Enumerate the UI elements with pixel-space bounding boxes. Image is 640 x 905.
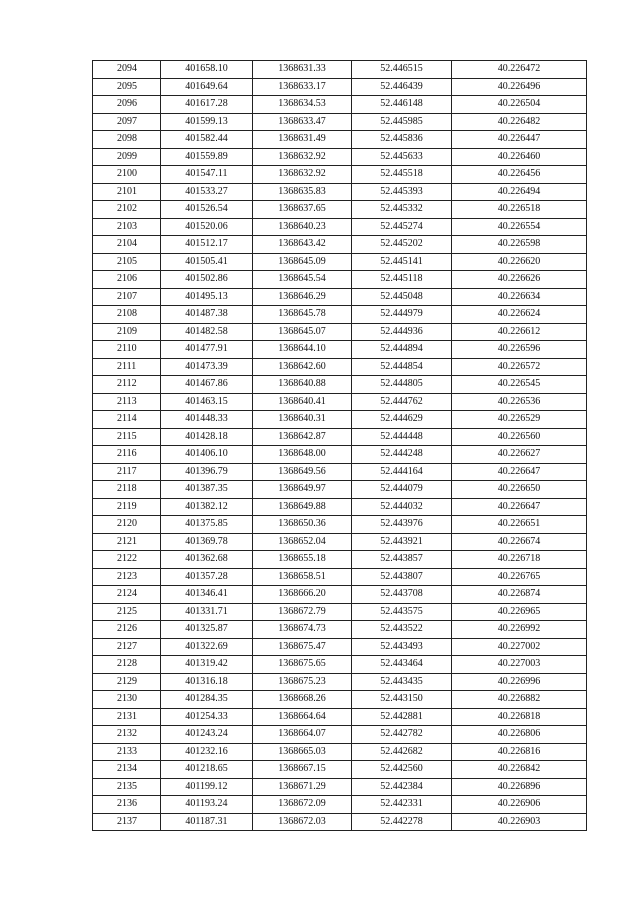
x-coordinate-cell: 401512.17 xyxy=(161,236,253,254)
longitude-cell: 52.443464 xyxy=(352,656,452,674)
y-coordinate-cell: 1368649.97 xyxy=(253,481,352,499)
x-coordinate-cell: 401375.85 xyxy=(161,516,253,534)
longitude-cell: 52.443575 xyxy=(352,603,452,621)
x-coordinate-cell: 401599.13 xyxy=(161,113,253,131)
x-coordinate-cell: 401582.44 xyxy=(161,131,253,149)
table-row xyxy=(93,393,587,411)
table-row xyxy=(93,253,587,271)
longitude-cell: 52.444032 xyxy=(352,498,452,516)
point-number-cell: 2102 xyxy=(93,201,161,219)
x-coordinate-cell: 401396.79 xyxy=(161,463,253,481)
point-number-cell: 2117 xyxy=(93,463,161,481)
latitude-cell: 40.226572 xyxy=(452,358,587,376)
latitude-cell: 40.226842 xyxy=(452,761,587,779)
longitude-cell: 52.445836 xyxy=(352,131,452,149)
table-row xyxy=(93,288,587,306)
point-number-cell: 2129 xyxy=(93,673,161,691)
y-coordinate-cell: 1368633.17 xyxy=(253,78,352,96)
latitude-cell: 40.226627 xyxy=(452,446,587,464)
latitude-cell: 40.226674 xyxy=(452,533,587,551)
table-row xyxy=(93,323,587,341)
y-coordinate-cell: 1368664.07 xyxy=(253,726,352,744)
longitude-cell: 52.442881 xyxy=(352,708,452,726)
x-coordinate-cell: 401649.64 xyxy=(161,78,253,96)
longitude-cell: 52.442331 xyxy=(352,796,452,814)
longitude-cell: 52.444079 xyxy=(352,481,452,499)
longitude-cell: 52.443921 xyxy=(352,533,452,551)
y-coordinate-cell: 1368674.73 xyxy=(253,621,352,639)
longitude-cell: 52.443493 xyxy=(352,638,452,656)
y-coordinate-cell: 1368642.60 xyxy=(253,358,352,376)
latitude-cell: 40.226996 xyxy=(452,673,587,691)
y-coordinate-cell: 1368640.31 xyxy=(253,411,352,429)
latitude-cell: 40.226818 xyxy=(452,708,587,726)
point-number-cell: 2122 xyxy=(93,551,161,569)
point-number-cell: 2132 xyxy=(93,726,161,744)
longitude-cell: 52.445048 xyxy=(352,288,452,306)
longitude-cell: 52.445141 xyxy=(352,253,452,271)
longitude-cell: 52.442682 xyxy=(352,743,452,761)
table-row xyxy=(93,201,587,219)
table-row xyxy=(93,533,587,551)
x-coordinate-cell: 401463.15 xyxy=(161,393,253,411)
y-coordinate-cell: 1368645.78 xyxy=(253,306,352,324)
y-coordinate-cell: 1368637.65 xyxy=(253,201,352,219)
longitude-cell: 52.444979 xyxy=(352,306,452,324)
table-row xyxy=(93,148,587,166)
table-row xyxy=(93,778,587,796)
y-coordinate-cell: 1368645.54 xyxy=(253,271,352,289)
x-coordinate-cell: 401284.35 xyxy=(161,691,253,709)
y-coordinate-cell: 1368633.47 xyxy=(253,113,352,131)
point-number-cell: 2104 xyxy=(93,236,161,254)
y-coordinate-cell: 1368675.47 xyxy=(253,638,352,656)
x-coordinate-cell: 401547.11 xyxy=(161,166,253,184)
y-coordinate-cell: 1368631.33 xyxy=(253,61,352,79)
point-number-cell: 2113 xyxy=(93,393,161,411)
y-coordinate-cell: 1368666.20 xyxy=(253,586,352,604)
latitude-cell: 40.226647 xyxy=(452,498,587,516)
y-coordinate-cell: 1368631.49 xyxy=(253,131,352,149)
longitude-cell: 52.445393 xyxy=(352,183,452,201)
y-coordinate-cell: 1368640.41 xyxy=(253,393,352,411)
x-coordinate-cell: 401448.33 xyxy=(161,411,253,429)
table-row xyxy=(93,586,587,604)
longitude-cell: 52.445332 xyxy=(352,201,452,219)
y-coordinate-cell: 1368642.87 xyxy=(253,428,352,446)
point-number-cell: 2100 xyxy=(93,166,161,184)
table-row xyxy=(93,96,587,114)
point-number-cell: 2135 xyxy=(93,778,161,796)
point-number-cell: 2101 xyxy=(93,183,161,201)
latitude-cell: 40.226598 xyxy=(452,236,587,254)
x-coordinate-cell: 401362.68 xyxy=(161,551,253,569)
longitude-cell: 52.444894 xyxy=(352,341,452,359)
table-row xyxy=(93,131,587,149)
latitude-cell: 40.226472 xyxy=(452,61,587,79)
table-row xyxy=(93,656,587,674)
longitude-cell: 52.446515 xyxy=(352,61,452,79)
latitude-cell: 40.226596 xyxy=(452,341,587,359)
x-coordinate-cell: 401357.28 xyxy=(161,568,253,586)
table-row xyxy=(93,376,587,394)
point-number-cell: 2099 xyxy=(93,148,161,166)
latitude-cell: 40.226896 xyxy=(452,778,587,796)
x-coordinate-cell: 401319.42 xyxy=(161,656,253,674)
table-row xyxy=(93,708,587,726)
longitude-cell: 52.443807 xyxy=(352,568,452,586)
coordinates-table xyxy=(92,60,587,831)
longitude-cell: 52.443522 xyxy=(352,621,452,639)
latitude-cell: 40.226718 xyxy=(452,551,587,569)
longitude-cell: 52.444248 xyxy=(352,446,452,464)
table-row xyxy=(93,481,587,499)
latitude-cell: 40.226903 xyxy=(452,813,587,831)
y-coordinate-cell: 1368643.42 xyxy=(253,236,352,254)
latitude-cell: 40.226816 xyxy=(452,743,587,761)
table-row xyxy=(93,218,587,236)
table-row xyxy=(93,183,587,201)
latitude-cell: 40.226554 xyxy=(452,218,587,236)
latitude-cell: 40.226612 xyxy=(452,323,587,341)
latitude-cell: 40.226624 xyxy=(452,306,587,324)
latitude-cell: 40.226651 xyxy=(452,516,587,534)
y-coordinate-cell: 1368646.29 xyxy=(253,288,352,306)
y-coordinate-cell: 1368640.88 xyxy=(253,376,352,394)
x-coordinate-cell: 401346.41 xyxy=(161,586,253,604)
latitude-cell: 40.226460 xyxy=(452,148,587,166)
x-coordinate-cell: 401193.24 xyxy=(161,796,253,814)
x-coordinate-cell: 401487.38 xyxy=(161,306,253,324)
longitude-cell: 52.442782 xyxy=(352,726,452,744)
table-row xyxy=(93,166,587,184)
latitude-cell: 40.226545 xyxy=(452,376,587,394)
y-coordinate-cell: 1368664.64 xyxy=(253,708,352,726)
latitude-cell: 40.226874 xyxy=(452,586,587,604)
table-row xyxy=(93,761,587,779)
latitude-cell: 40.226992 xyxy=(452,621,587,639)
point-number-cell: 2114 xyxy=(93,411,161,429)
longitude-cell: 52.444164 xyxy=(352,463,452,481)
table-row xyxy=(93,551,587,569)
latitude-cell: 40.226456 xyxy=(452,166,587,184)
table-row xyxy=(93,603,587,621)
table-row xyxy=(93,691,587,709)
point-number-cell: 2109 xyxy=(93,323,161,341)
y-coordinate-cell: 1368655.18 xyxy=(253,551,352,569)
y-coordinate-cell: 1368672.09 xyxy=(253,796,352,814)
point-number-cell: 2096 xyxy=(93,96,161,114)
table-row xyxy=(93,271,587,289)
x-coordinate-cell: 401505.41 xyxy=(161,253,253,271)
longitude-cell: 52.444448 xyxy=(352,428,452,446)
latitude-cell: 40.226494 xyxy=(452,183,587,201)
latitude-cell: 40.226906 xyxy=(452,796,587,814)
x-coordinate-cell: 401325.87 xyxy=(161,621,253,639)
table-row xyxy=(93,358,587,376)
x-coordinate-cell: 401382.12 xyxy=(161,498,253,516)
longitude-cell: 52.443976 xyxy=(352,516,452,534)
longitude-cell: 52.443857 xyxy=(352,551,452,569)
point-number-cell: 2112 xyxy=(93,376,161,394)
y-coordinate-cell: 1368667.15 xyxy=(253,761,352,779)
table-row xyxy=(93,638,587,656)
longitude-cell: 52.442278 xyxy=(352,813,452,831)
x-coordinate-cell: 401218.65 xyxy=(161,761,253,779)
point-number-cell: 2120 xyxy=(93,516,161,534)
latitude-cell: 40.226882 xyxy=(452,691,587,709)
y-coordinate-cell: 1368632.92 xyxy=(253,148,352,166)
longitude-cell: 52.444629 xyxy=(352,411,452,429)
longitude-cell: 52.443435 xyxy=(352,673,452,691)
x-coordinate-cell: 401369.78 xyxy=(161,533,253,551)
point-number-cell: 2124 xyxy=(93,586,161,604)
latitude-cell: 40.226765 xyxy=(452,568,587,586)
y-coordinate-cell: 1368634.53 xyxy=(253,96,352,114)
table-row xyxy=(93,621,587,639)
longitude-cell: 52.445985 xyxy=(352,113,452,131)
point-number-cell: 2116 xyxy=(93,446,161,464)
point-number-cell: 2137 xyxy=(93,813,161,831)
point-number-cell: 2136 xyxy=(93,796,161,814)
y-coordinate-cell: 1368649.88 xyxy=(253,498,352,516)
longitude-cell: 52.444762 xyxy=(352,393,452,411)
x-coordinate-cell: 401617.28 xyxy=(161,96,253,114)
x-coordinate-cell: 401495.13 xyxy=(161,288,253,306)
latitude-cell: 40.226496 xyxy=(452,78,587,96)
x-coordinate-cell: 401232.16 xyxy=(161,743,253,761)
longitude-cell: 52.443708 xyxy=(352,586,452,604)
table-row xyxy=(93,796,587,814)
y-coordinate-cell: 1368672.03 xyxy=(253,813,352,831)
x-coordinate-cell: 401658.10 xyxy=(161,61,253,79)
point-number-cell: 2134 xyxy=(93,761,161,779)
y-coordinate-cell: 1368652.04 xyxy=(253,533,352,551)
point-number-cell: 2127 xyxy=(93,638,161,656)
point-number-cell: 2105 xyxy=(93,253,161,271)
point-number-cell: 2108 xyxy=(93,306,161,324)
point-number-cell: 2107 xyxy=(93,288,161,306)
latitude-cell: 40.226447 xyxy=(452,131,587,149)
latitude-cell: 40.226504 xyxy=(452,96,587,114)
latitude-cell: 40.226518 xyxy=(452,201,587,219)
point-number-cell: 2115 xyxy=(93,428,161,446)
x-coordinate-cell: 401526.54 xyxy=(161,201,253,219)
table-row xyxy=(93,61,587,79)
longitude-cell: 52.442560 xyxy=(352,761,452,779)
y-coordinate-cell: 1368644.10 xyxy=(253,341,352,359)
x-coordinate-cell: 401502.86 xyxy=(161,271,253,289)
y-coordinate-cell: 1368645.07 xyxy=(253,323,352,341)
table-row xyxy=(93,446,587,464)
y-coordinate-cell: 1368672.79 xyxy=(253,603,352,621)
table-row xyxy=(93,813,587,831)
y-coordinate-cell: 1368658.51 xyxy=(253,568,352,586)
latitude-cell: 40.226560 xyxy=(452,428,587,446)
y-coordinate-cell: 1368675.23 xyxy=(253,673,352,691)
x-coordinate-cell: 401199.12 xyxy=(161,778,253,796)
latitude-cell: 40.226536 xyxy=(452,393,587,411)
point-number-cell: 2133 xyxy=(93,743,161,761)
longitude-cell: 52.445118 xyxy=(352,271,452,289)
point-number-cell: 2111 xyxy=(93,358,161,376)
y-coordinate-cell: 1368635.83 xyxy=(253,183,352,201)
y-coordinate-cell: 1368665.03 xyxy=(253,743,352,761)
longitude-cell: 52.445274 xyxy=(352,218,452,236)
x-coordinate-cell: 401387.35 xyxy=(161,481,253,499)
table-row xyxy=(93,498,587,516)
point-number-cell: 2095 xyxy=(93,78,161,96)
point-number-cell: 2097 xyxy=(93,113,161,131)
table-row xyxy=(93,463,587,481)
latitude-cell: 40.227002 xyxy=(452,638,587,656)
longitude-cell: 52.444805 xyxy=(352,376,452,394)
x-coordinate-cell: 401243.24 xyxy=(161,726,253,744)
table-row xyxy=(93,306,587,324)
longitude-cell: 52.445633 xyxy=(352,148,452,166)
table-row xyxy=(93,78,587,96)
latitude-cell: 40.226965 xyxy=(452,603,587,621)
y-coordinate-cell: 1368640.23 xyxy=(253,218,352,236)
y-coordinate-cell: 1368645.09 xyxy=(253,253,352,271)
longitude-cell: 52.444936 xyxy=(352,323,452,341)
longitude-cell: 52.445518 xyxy=(352,166,452,184)
latitude-cell: 40.226482 xyxy=(452,113,587,131)
table-row xyxy=(93,341,587,359)
table-row xyxy=(93,568,587,586)
x-coordinate-cell: 401187.31 xyxy=(161,813,253,831)
x-coordinate-cell: 401473.39 xyxy=(161,358,253,376)
y-coordinate-cell: 1368650.36 xyxy=(253,516,352,534)
table-row xyxy=(93,726,587,744)
x-coordinate-cell: 401428.18 xyxy=(161,428,253,446)
table-row xyxy=(93,743,587,761)
point-number-cell: 2106 xyxy=(93,271,161,289)
x-coordinate-cell: 401477.91 xyxy=(161,341,253,359)
longitude-cell: 52.444854 xyxy=(352,358,452,376)
y-coordinate-cell: 1368675.65 xyxy=(253,656,352,674)
point-number-cell: 2121 xyxy=(93,533,161,551)
point-number-cell: 2125 xyxy=(93,603,161,621)
longitude-cell: 52.442384 xyxy=(352,778,452,796)
x-coordinate-cell: 401520.06 xyxy=(161,218,253,236)
point-number-cell: 2119 xyxy=(93,498,161,516)
point-number-cell: 2130 xyxy=(93,691,161,709)
point-number-cell: 2094 xyxy=(93,61,161,79)
table-row xyxy=(93,113,587,131)
x-coordinate-cell: 401467.86 xyxy=(161,376,253,394)
latitude-cell: 40.227003 xyxy=(452,656,587,674)
table-row xyxy=(93,236,587,254)
x-coordinate-cell: 401322.69 xyxy=(161,638,253,656)
latitude-cell: 40.226650 xyxy=(452,481,587,499)
longitude-cell: 52.446439 xyxy=(352,78,452,96)
x-coordinate-cell: 401482.58 xyxy=(161,323,253,341)
y-coordinate-cell: 1368671.29 xyxy=(253,778,352,796)
longitude-cell: 52.445202 xyxy=(352,236,452,254)
table-row xyxy=(93,411,587,429)
x-coordinate-cell: 401406.10 xyxy=(161,446,253,464)
x-coordinate-cell: 401254.33 xyxy=(161,708,253,726)
longitude-cell: 52.443150 xyxy=(352,691,452,709)
point-number-cell: 2128 xyxy=(93,656,161,674)
y-coordinate-cell: 1368648.00 xyxy=(253,446,352,464)
latitude-cell: 40.226647 xyxy=(452,463,587,481)
latitude-cell: 40.226529 xyxy=(452,411,587,429)
table-row xyxy=(93,673,587,691)
y-coordinate-cell: 1368649.56 xyxy=(253,463,352,481)
point-number-cell: 2103 xyxy=(93,218,161,236)
x-coordinate-cell: 401559.89 xyxy=(161,148,253,166)
latitude-cell: 40.226806 xyxy=(452,726,587,744)
coordinates-table-body xyxy=(93,61,587,831)
latitude-cell: 40.226634 xyxy=(452,288,587,306)
table-row xyxy=(93,428,587,446)
point-number-cell: 2110 xyxy=(93,341,161,359)
y-coordinate-cell: 1368632.92 xyxy=(253,166,352,184)
longitude-cell: 52.446148 xyxy=(352,96,452,114)
point-number-cell: 2118 xyxy=(93,481,161,499)
latitude-cell: 40.226620 xyxy=(452,253,587,271)
latitude-cell: 40.226626 xyxy=(452,271,587,289)
x-coordinate-cell: 401331.71 xyxy=(161,603,253,621)
point-number-cell: 2131 xyxy=(93,708,161,726)
point-number-cell: 2126 xyxy=(93,621,161,639)
y-coordinate-cell: 1368668.26 xyxy=(253,691,352,709)
x-coordinate-cell: 401533.27 xyxy=(161,183,253,201)
point-number-cell: 2098 xyxy=(93,131,161,149)
point-number-cell: 2123 xyxy=(93,568,161,586)
x-coordinate-cell: 401316.18 xyxy=(161,673,253,691)
table-row xyxy=(93,516,587,534)
